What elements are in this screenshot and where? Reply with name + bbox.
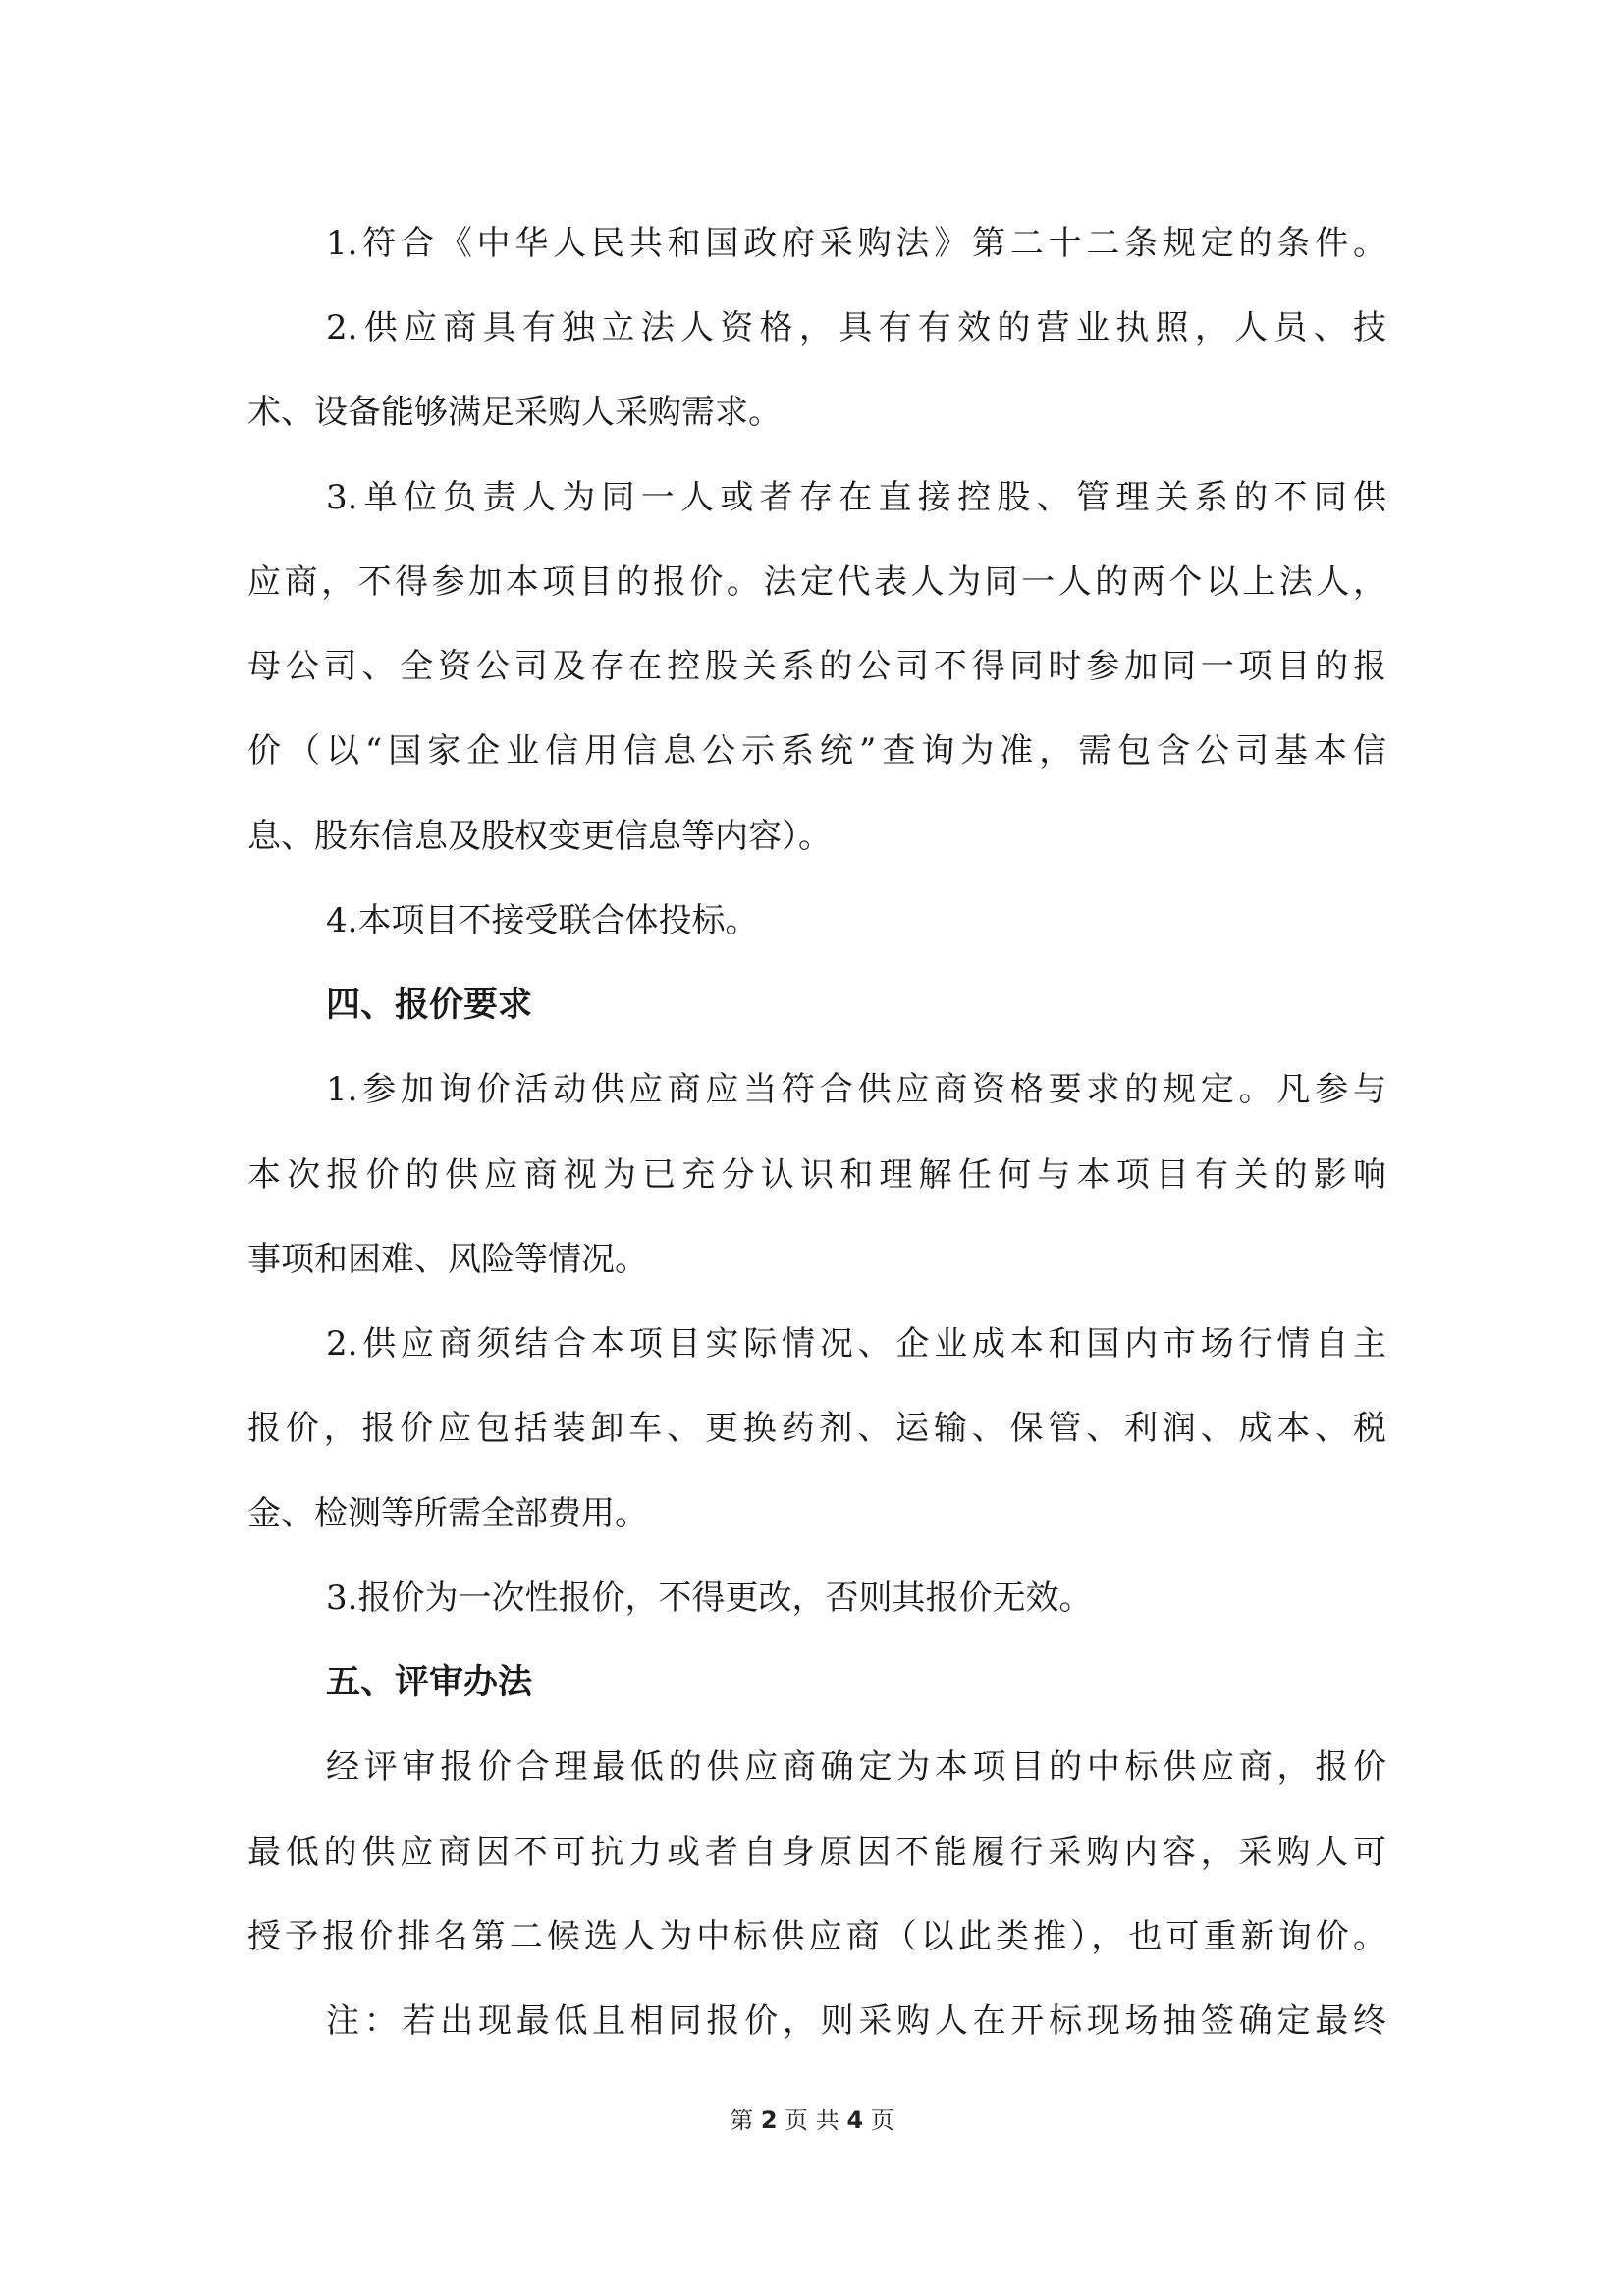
current-page-number: 2 <box>760 2107 778 2134</box>
paragraph-line: 本次报价的供应商视为已充分认识和理解任何与本项目有关的影响 <box>247 1155 1386 1195</box>
paragraph-line: 事项和困难、风险等情况。 <box>247 1240 648 1279</box>
paragraph-line: 2.供应商具有独立法人资格，具有有效的营业执照，人员、技 <box>326 308 1386 347</box>
section-heading: 四、报价要求 <box>326 986 533 1025</box>
paragraph-line: 4.本项目不接受联合体投标。 <box>326 901 759 940</box>
page-footer <box>0 2101 1624 2140</box>
paragraph-line: 母公司、全资公司及存在控股关系的公司不得同时参加同一项目的报 <box>247 647 1386 686</box>
paragraph-line: 价（以“国家企业信用信息公示系统”查询为准，需包含公司基本信 <box>247 731 1386 771</box>
paragraph-line: 息、股东信息及股权变更信息等内容）。 <box>247 817 832 856</box>
paragraph-line: 最低的供应商因不可抗力或者自身原因不能履行采购内容，采购人可 <box>247 1833 1386 1872</box>
paragraph-line: 授予报价排名第二候选人为中标供应商（以此类推），也可重新询价。 <box>247 1917 1386 1956</box>
footer-middle: 页 共 <box>785 2107 839 2134</box>
paragraph-line: 3.单位负责人为同一人或者存在直接控股、管理关系的不同供 <box>326 478 1386 517</box>
paragraph-line: 注：若出现最低且相同报价，则采购人在开标现场抽签确定最终 <box>326 2002 1386 2041</box>
paragraph-line: 金、检测等所需全部费用。 <box>247 1494 648 1533</box>
footer-suffix: 页 <box>870 2107 894 2134</box>
paragraph-line: 3.报价为一次性报价，不得更改，否则其报价无效。 <box>326 1578 1093 1618</box>
total-page-count: 4 <box>846 2107 864 2134</box>
paragraph-line: 术、设备能够满足采购人采购需求。 <box>247 393 782 432</box>
section-heading: 五、评审办法 <box>326 1663 533 1702</box>
paragraph-line: 1.符合《中华人民共和国政府采购法》第二十二条规定的条件。 <box>326 224 1386 263</box>
paragraph-line: 应商，不得参加本项目的报价。法定代表人为同一人的两个以上法人， <box>247 562 1386 602</box>
paragraph-line: 报价，报价应包括装卸车、更换药剂、运输、保管、利润、成本、税 <box>247 1409 1386 1448</box>
paragraph-line: 1.参加询价活动供应商应当符合供应商资格要求的规定。凡参与 <box>326 1070 1386 1109</box>
paragraph-line: 2.供应商须结合本项目实际情况、企业成本和国内市场行情自主 <box>326 1324 1386 1363</box>
paragraph-line: 经评审报价合理最低的供应商确定为本项目的中标供应商，报价 <box>326 1747 1386 1787</box>
footer-prefix: 第 <box>730 2107 754 2134</box>
